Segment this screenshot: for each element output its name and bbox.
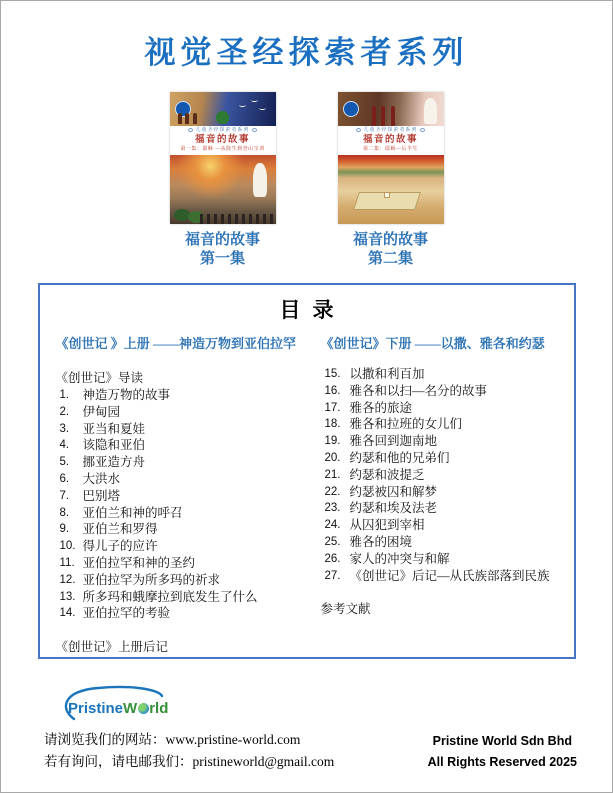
book-1-cover-top-art: [170, 92, 276, 126]
company-name: Pristine World Sdn Bhd: [432, 734, 572, 748]
toc-item-number: 25.: [324, 535, 341, 548]
toc-item: [56, 454, 309, 471]
toc-item-label: 得儿子的应许: [82, 539, 158, 554]
toc-item-label: 亚伯兰和神的呼召: [82, 505, 183, 520]
book-covers-row: [1, 92, 612, 269]
toc-item: [56, 505, 309, 522]
toc-item-number: 16.: [324, 384, 341, 397]
toc-item: [56, 421, 309, 438]
company-rights-block: [428, 731, 577, 773]
toc-item: [56, 488, 309, 505]
rights-line: All Rights Reserved 2025: [427, 755, 577, 769]
toc-right-header: 《创世记》下册 ——以撒、雅各和约瑟: [320, 336, 545, 351]
toc-item: [56, 471, 309, 488]
cover-figure: [185, 113, 189, 124]
toc-item-label: 约瑟和波提乏: [349, 467, 425, 482]
cover-figure: [193, 113, 197, 124]
toc-item-label: 以撒和利百加: [349, 367, 425, 381]
toc-item-label: 雅各的困境: [349, 534, 413, 549]
toc-item-number: 6.: [59, 472, 70, 485]
page-title: 视觉圣经探索者系列: [144, 35, 469, 70]
cover-figure: [391, 106, 395, 126]
toc-item-label: 约瑟和埃及法老: [349, 501, 438, 516]
toc-left-list: [56, 387, 309, 622]
series-badge-icon: [343, 101, 359, 117]
crowd-art: [200, 214, 276, 224]
toc-item-number: 5.: [59, 456, 70, 469]
toc-item: [321, 366, 558, 383]
toc-item-number: 15.: [324, 368, 341, 380]
toc-left-intro: 《创世记》导读: [55, 371, 144, 385]
toc-item-label: 神造万物的故事: [82, 388, 171, 402]
toc-item-number: 20.: [324, 451, 341, 464]
toc-item: [321, 433, 558, 450]
toc-item: [321, 467, 558, 484]
mini-logo-icon: [420, 128, 425, 132]
book-1-caption: [170, 231, 276, 269]
book-1-caption-title: 福音的故事: [184, 232, 260, 248]
mini-logo-icon: [356, 128, 361, 132]
toc-item-number: 27.: [324, 569, 341, 582]
book-1-cover-image: [170, 92, 276, 224]
toc-item: [321, 450, 558, 467]
toc-item-label: 亚伯拉罕为所多玛的祈求: [82, 572, 221, 587]
logo-text-rld: rld: [149, 700, 169, 717]
book-2-cover-image: [338, 92, 444, 224]
toc-item-number: 19.: [324, 435, 341, 448]
toc-left-header: 《创世记 》上册 ——神造万物到亚伯拉罕: [55, 336, 297, 351]
mini-logo-icon: [252, 128, 257, 132]
toc-right-column: [309, 335, 558, 656]
toc-item-label: 亚伯兰和罗得: [82, 522, 158, 537]
logo-text-w: W: [123, 700, 138, 717]
cover-series-text: 儿童圣经探索者系列: [195, 128, 250, 134]
toc-item: [56, 437, 309, 454]
toc-item: [321, 568, 558, 585]
toc-item-number: 23.: [324, 502, 341, 515]
toc-columns: [56, 335, 558, 656]
toc-item-number: 17.: [324, 401, 341, 414]
toc-right-footer: 参考文献: [320, 602, 371, 617]
toc-item: [56, 521, 309, 538]
toc-item-number: 8.: [59, 506, 70, 519]
toc-item: [321, 500, 558, 517]
toc-item-number: 3.: [59, 422, 70, 435]
toc-item-label: 约瑟和他的兄弟们: [349, 450, 450, 465]
bush-art: [174, 209, 190, 221]
jesus-figure-art: [253, 163, 267, 197]
toc-item-label: 家人的冲突与和解: [349, 551, 450, 566]
toc-title: 目录: [279, 298, 346, 322]
toc-item-label: 该隐和亚伯: [82, 438, 146, 453]
toc-item: [321, 551, 558, 568]
book-2-cover-bottom-art: [338, 155, 444, 224]
website-line: 请浏览我们的网站：www.pristine-world.com: [44, 732, 301, 747]
book-2-caption-volume: 第二集: [367, 251, 413, 267]
toc-item-number: 9.: [59, 523, 70, 536]
toc-item: [56, 572, 309, 589]
toc-item-label: 《创世记》后记—从氏族部落到民族: [349, 568, 550, 583]
pristine-world-logo: [58, 683, 184, 723]
book-2-cover-band: [338, 126, 444, 155]
toc-item-number: 11.: [59, 556, 75, 569]
toc-item: [56, 404, 309, 421]
table-of-contents-box: [38, 283, 576, 659]
toc-item-label: 雅各和以扫—名分的故事: [349, 383, 488, 398]
toc-item-number: 18.: [324, 418, 341, 431]
toc-item-label: 亚当和夏娃: [82, 421, 146, 436]
book-2-column: [338, 92, 444, 269]
cover-figure: [178, 113, 182, 124]
book-2-cover-top-art: [338, 92, 444, 126]
toc-item: [321, 534, 558, 551]
toc-item-label: 所多玛和蛾摩拉到底发生了什么: [82, 589, 258, 604]
toc-left-footer: 《创世记》上册后记: [55, 640, 169, 655]
cover-figure: [372, 106, 376, 126]
email-line: 若有询问，请电邮我们：pristineworld@gmail.com: [44, 754, 335, 769]
contact-info: [44, 729, 334, 773]
toc-item-label: 亚伯拉罕的考验: [82, 606, 171, 621]
toc-item-label: 雅各和拉班的女儿们: [349, 417, 463, 432]
book-1-cover-bottom-art: [170, 155, 276, 224]
toc-item-label: 巴别塔: [82, 488, 121, 503]
book-1-column: [170, 92, 276, 269]
dove-icon: [239, 103, 246, 107]
toc-item: [56, 387, 309, 404]
cover-title-text: 福音的故事: [362, 135, 418, 146]
toc-item-number: 13.: [59, 590, 76, 603]
cover-subtitle-text: 第二集：耶稣—后半生: [362, 147, 418, 153]
book-2-caption-title: 福音的故事: [352, 232, 428, 248]
toc-item-label: 挪亚造方舟: [82, 455, 146, 470]
toc-item-number: 12.: [59, 573, 76, 586]
toc-left-column: [56, 335, 309, 656]
toc-item: [321, 400, 558, 417]
toc-item-number: 4.: [59, 439, 70, 452]
toc-item-label: 大洪水: [82, 471, 121, 486]
toc-item-number: 24.: [324, 519, 341, 532]
dove-icon: [251, 98, 258, 102]
toc-item-number: 14.: [59, 607, 76, 620]
toc-item-number: 1.: [59, 389, 70, 401]
logo-text: [68, 700, 168, 717]
book-1-cover-band: [170, 126, 276, 155]
toc-item-number: 26.: [324, 552, 341, 565]
cover-series-text: 儿童圣经探索者系列: [363, 128, 418, 134]
toc-item-number: 2.: [59, 405, 70, 418]
temple-art: [384, 192, 390, 198]
toc-item: [56, 538, 309, 555]
globe-icon: [138, 703, 149, 714]
toc-item-number: 22.: [324, 485, 341, 498]
toc-item: [56, 589, 309, 606]
toc-item-label: 从囚犯到宰相: [349, 518, 425, 533]
toc-item-label: 亚伯拉罕和神的圣约: [82, 555, 196, 570]
toc-item: [56, 555, 309, 572]
toc-right-list: [321, 366, 558, 584]
book-1-caption-volume: 第一集: [199, 251, 245, 267]
toc-item-label: 约瑟被囚和解梦: [349, 484, 438, 499]
toc-item: [56, 605, 309, 622]
page-footer: [1, 677, 612, 793]
book-2-caption: [338, 231, 444, 269]
toc-item: [321, 416, 558, 433]
toc-item-label: 伊甸园: [82, 404, 121, 419]
toc-item-label: 雅各回到迦南地: [349, 434, 438, 449]
cover-figure: [381, 106, 385, 126]
logo-text-pristine: Pristine: [68, 700, 124, 717]
toc-item-label: 雅各的旅途: [349, 400, 413, 415]
tree-art: [216, 111, 229, 124]
toc-item: [321, 383, 558, 400]
toc-item-number: 21.: [324, 468, 341, 481]
cover-title-text: 福音的故事: [194, 135, 250, 146]
mini-logo-icon: [188, 128, 193, 132]
cover-subtitle-text: 第一集：耶稣 —从降生到登山宝训: [180, 147, 265, 153]
toc-item: [321, 517, 558, 534]
toc-item-number: 7.: [59, 489, 70, 502]
jesus-figure-art: [424, 98, 437, 124]
toc-item: [321, 484, 558, 501]
dove-icon: [259, 106, 266, 110]
toc-item-number: 10.: [59, 540, 76, 553]
